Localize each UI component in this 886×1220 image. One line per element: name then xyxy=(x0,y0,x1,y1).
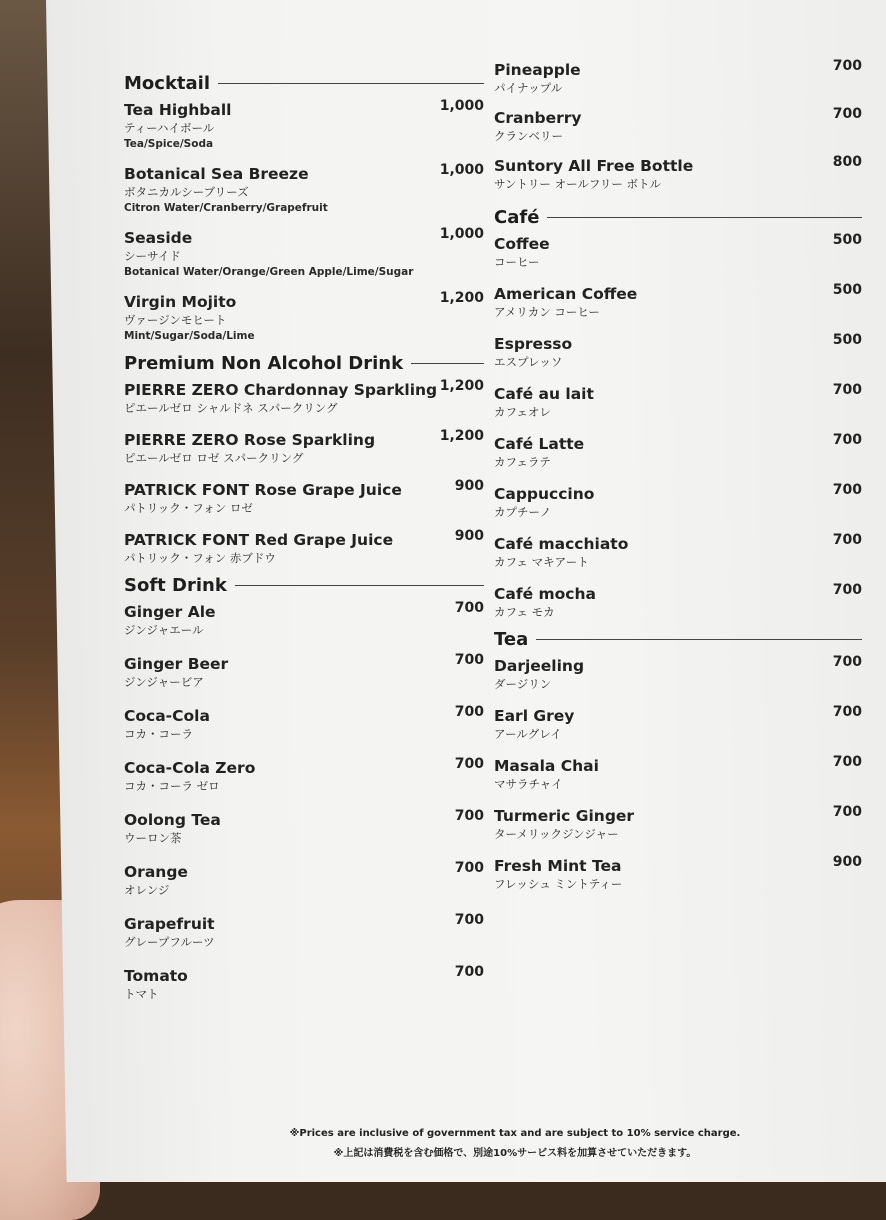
menu-item xyxy=(494,234,862,270)
item-name: Coca-Cola xyxy=(124,707,210,725)
item-name-jp: パトリック・フォン 赤ブドウ xyxy=(124,551,276,565)
item-name: PATRICK FONT Red Grape Juice xyxy=(124,531,394,549)
item-name-jp: ジンジャエール xyxy=(124,623,204,637)
item-name-jp: エスプレッソ xyxy=(494,355,563,369)
menu-item xyxy=(124,100,484,152)
item-name: Espresso xyxy=(494,335,573,353)
item-price: 1,000 xyxy=(439,98,484,114)
item-name-jp: ウーロン茶 xyxy=(124,831,182,845)
item-name: Café au lait xyxy=(494,385,594,403)
item-price: 700 xyxy=(454,600,484,616)
item-price: 700 xyxy=(454,912,484,928)
footer-note-en: ※Prices are inclusive of government tax and are subject to 10% service charge. xyxy=(289,1128,741,1139)
item-description: Tea/Spice/Soda xyxy=(124,138,214,150)
menu-column-right xyxy=(494,60,862,898)
item-name-jp: パイナップル xyxy=(494,81,563,95)
item-name: Masala Chai xyxy=(494,757,599,775)
item-price: 1,200 xyxy=(439,378,484,394)
item-name-jp: コカ・コーラ xyxy=(124,727,193,741)
menu-item xyxy=(494,384,862,420)
menu-item xyxy=(124,914,484,950)
item-name: Cappuccino xyxy=(494,485,595,503)
menu-item xyxy=(124,862,484,898)
item-price: 700 xyxy=(454,860,484,876)
menu-item xyxy=(124,810,484,846)
section-rule xyxy=(218,83,484,84)
item-name: Pineapple xyxy=(494,61,581,79)
item-price: 1,200 xyxy=(439,290,484,306)
item-price: 700 xyxy=(832,382,862,398)
item-name: American Coffee xyxy=(494,285,638,303)
item-description: Citron Water/Cranberry/Grapefruit xyxy=(124,202,328,214)
item-name: Virgin Mojito xyxy=(124,293,237,311)
section-rule xyxy=(536,639,862,640)
menu-item xyxy=(124,602,484,638)
item-price: 900 xyxy=(454,478,484,494)
item-name: Fresh Mint Tea xyxy=(494,857,622,875)
menu-item xyxy=(494,656,862,692)
item-price: 1,200 xyxy=(439,428,484,444)
item-name-jp: アールグレイ xyxy=(494,727,562,741)
item-price: 1,000 xyxy=(439,226,484,242)
item-price: 700 xyxy=(832,532,862,548)
item-price: 700 xyxy=(832,432,862,448)
menu-item xyxy=(494,334,862,370)
item-price: 700 xyxy=(454,808,484,824)
menu-item xyxy=(494,706,862,742)
item-name-jp: ターメリックジンジャー xyxy=(494,827,619,841)
item-name-jp: ヴァージンモヒート xyxy=(124,313,227,327)
item-price: 700 xyxy=(832,482,862,498)
item-name-jp: ダージリン xyxy=(494,677,552,691)
menu-item xyxy=(124,380,484,416)
item-name: Cranberry xyxy=(494,109,582,127)
menu-item xyxy=(494,534,862,570)
item-price: 500 xyxy=(832,332,862,348)
item-price: 1,000 xyxy=(439,162,484,178)
item-price: 700 xyxy=(832,654,862,670)
item-name: Ginger Beer xyxy=(124,655,229,673)
item-name-jp: ピエールゼロ シャルドネ スパークリング xyxy=(124,401,338,415)
item-price: 500 xyxy=(832,232,862,248)
item-name: PATRICK FONT Rose Grape Juice xyxy=(124,481,402,499)
menu-item xyxy=(124,164,484,216)
section-title: Soft Drink xyxy=(124,574,227,596)
item-name: Tea Highball xyxy=(124,101,232,119)
item-name: Grapefruit xyxy=(124,915,215,933)
section-title: Mocktail xyxy=(124,72,211,94)
section-title: Café xyxy=(494,206,540,228)
item-name-jp: パトリック・フォン ロゼ xyxy=(124,501,253,515)
item-name-jp: カプチーノ xyxy=(494,505,552,519)
item-name-jp: ピエールゼロ ロゼ スパークリング xyxy=(124,451,304,465)
menu-item xyxy=(494,856,862,892)
item-name: PIERRE ZERO Chardonnay Sparkling xyxy=(124,381,438,399)
menu-item xyxy=(494,156,862,192)
menu-item xyxy=(494,60,862,96)
item-name: Tomato xyxy=(124,967,188,985)
item-name-jp: サントリー オールフリー ボトル xyxy=(494,177,662,191)
item-name-jp: グレープフルーツ xyxy=(124,935,215,949)
menu-footer xyxy=(250,1124,780,1164)
section-rule xyxy=(411,363,484,364)
item-name-jp: オレンジ xyxy=(124,883,170,897)
item-name: Orange xyxy=(124,863,188,881)
item-name: Café macchiato xyxy=(494,535,629,553)
menu-item xyxy=(494,484,862,520)
section-heading xyxy=(124,572,484,598)
section-title: Premium Non Alcohol Drink xyxy=(124,352,404,374)
item-name-jp: カフェオレ xyxy=(494,405,551,419)
item-name: Ginger Ale xyxy=(124,603,216,621)
item-name: Darjeeling xyxy=(494,657,585,675)
footer-note-jp: ※上記は消費税を含む価格で、別途10%サービス料を加算させていただきます。 xyxy=(333,1148,697,1159)
menu-item xyxy=(124,530,484,566)
item-name: Botanical Sea Breeze xyxy=(124,165,309,183)
item-name: Earl Grey xyxy=(494,707,575,725)
menu-item xyxy=(494,284,862,320)
item-price: 900 xyxy=(454,528,484,544)
menu-item xyxy=(494,108,862,144)
item-price: 700 xyxy=(454,704,484,720)
item-name-jp: クランベリー xyxy=(494,129,563,143)
item-name: Suntory All Free Bottle xyxy=(494,157,694,175)
item-price: 700 xyxy=(454,756,484,772)
item-price: 900 xyxy=(832,854,862,870)
item-name: Turmeric Ginger xyxy=(494,807,635,825)
item-name-jp: アメリカン コーヒー xyxy=(494,305,600,319)
item-name: Seaside xyxy=(124,229,193,247)
section-title: Tea xyxy=(494,628,529,650)
menu-item xyxy=(124,966,484,1002)
menu-item xyxy=(494,806,862,842)
section-heading xyxy=(124,70,484,96)
item-price: 500 xyxy=(832,282,862,298)
item-description: Mint/Sugar/Soda/Lime xyxy=(124,330,255,342)
menu-item xyxy=(124,292,484,344)
item-name-jp: カフェ モカ xyxy=(494,605,555,619)
item-name-jp: ジンジャービア xyxy=(124,675,204,689)
item-name-jp: コーヒー xyxy=(494,255,540,269)
item-name: Coffee xyxy=(494,235,550,253)
section-heading xyxy=(494,204,862,230)
item-price: 700 xyxy=(832,704,862,720)
menu-item xyxy=(124,654,484,690)
menu-item xyxy=(124,706,484,742)
menu-item xyxy=(124,228,484,280)
section-rule xyxy=(235,585,484,586)
item-name-jp: フレッシュ ミントティー xyxy=(494,877,623,891)
item-name-jp: カフェラテ xyxy=(494,455,551,469)
section-rule xyxy=(547,217,862,218)
item-name: PIERRE ZERO Rose Sparkling xyxy=(124,431,376,449)
menu-item xyxy=(494,434,862,470)
item-name-jp: シーサイド xyxy=(124,249,181,263)
item-name: Coca-Cola Zero xyxy=(124,759,256,777)
item-name-jp: コカ・コーラ ゼロ xyxy=(124,779,220,793)
section-heading xyxy=(494,626,862,652)
menu-item xyxy=(124,480,484,516)
item-price: 700 xyxy=(832,804,862,820)
item-name-jp: カフェ マキアート xyxy=(494,555,589,569)
item-price: 700 xyxy=(454,964,484,980)
item-name-jp: トマト xyxy=(124,987,159,1001)
menu-item xyxy=(124,430,484,466)
item-name-jp: ボタニカルシーブリーズ xyxy=(124,185,249,199)
item-name: Café Latte xyxy=(494,435,585,453)
item-name-jp: ティーハイボール xyxy=(124,121,215,135)
item-description: Botanical Water/Orange/Green Apple/Lime/Sugar xyxy=(124,266,414,278)
menu-column-left xyxy=(124,70,484,1008)
menu-item xyxy=(494,756,862,792)
item-name: Oolong Tea xyxy=(124,811,221,829)
item-price: 700 xyxy=(454,652,484,668)
item-price: 700 xyxy=(832,106,862,122)
menu-item xyxy=(494,584,862,620)
section-heading xyxy=(124,350,484,376)
item-name-jp: マサラチャイ xyxy=(494,777,563,791)
item-price: 800 xyxy=(832,154,862,170)
item-name: Café mocha xyxy=(494,585,596,603)
item-price: 700 xyxy=(832,754,862,770)
item-price: 700 xyxy=(832,58,862,74)
menu-item xyxy=(124,758,484,794)
item-price: 700 xyxy=(832,582,862,598)
